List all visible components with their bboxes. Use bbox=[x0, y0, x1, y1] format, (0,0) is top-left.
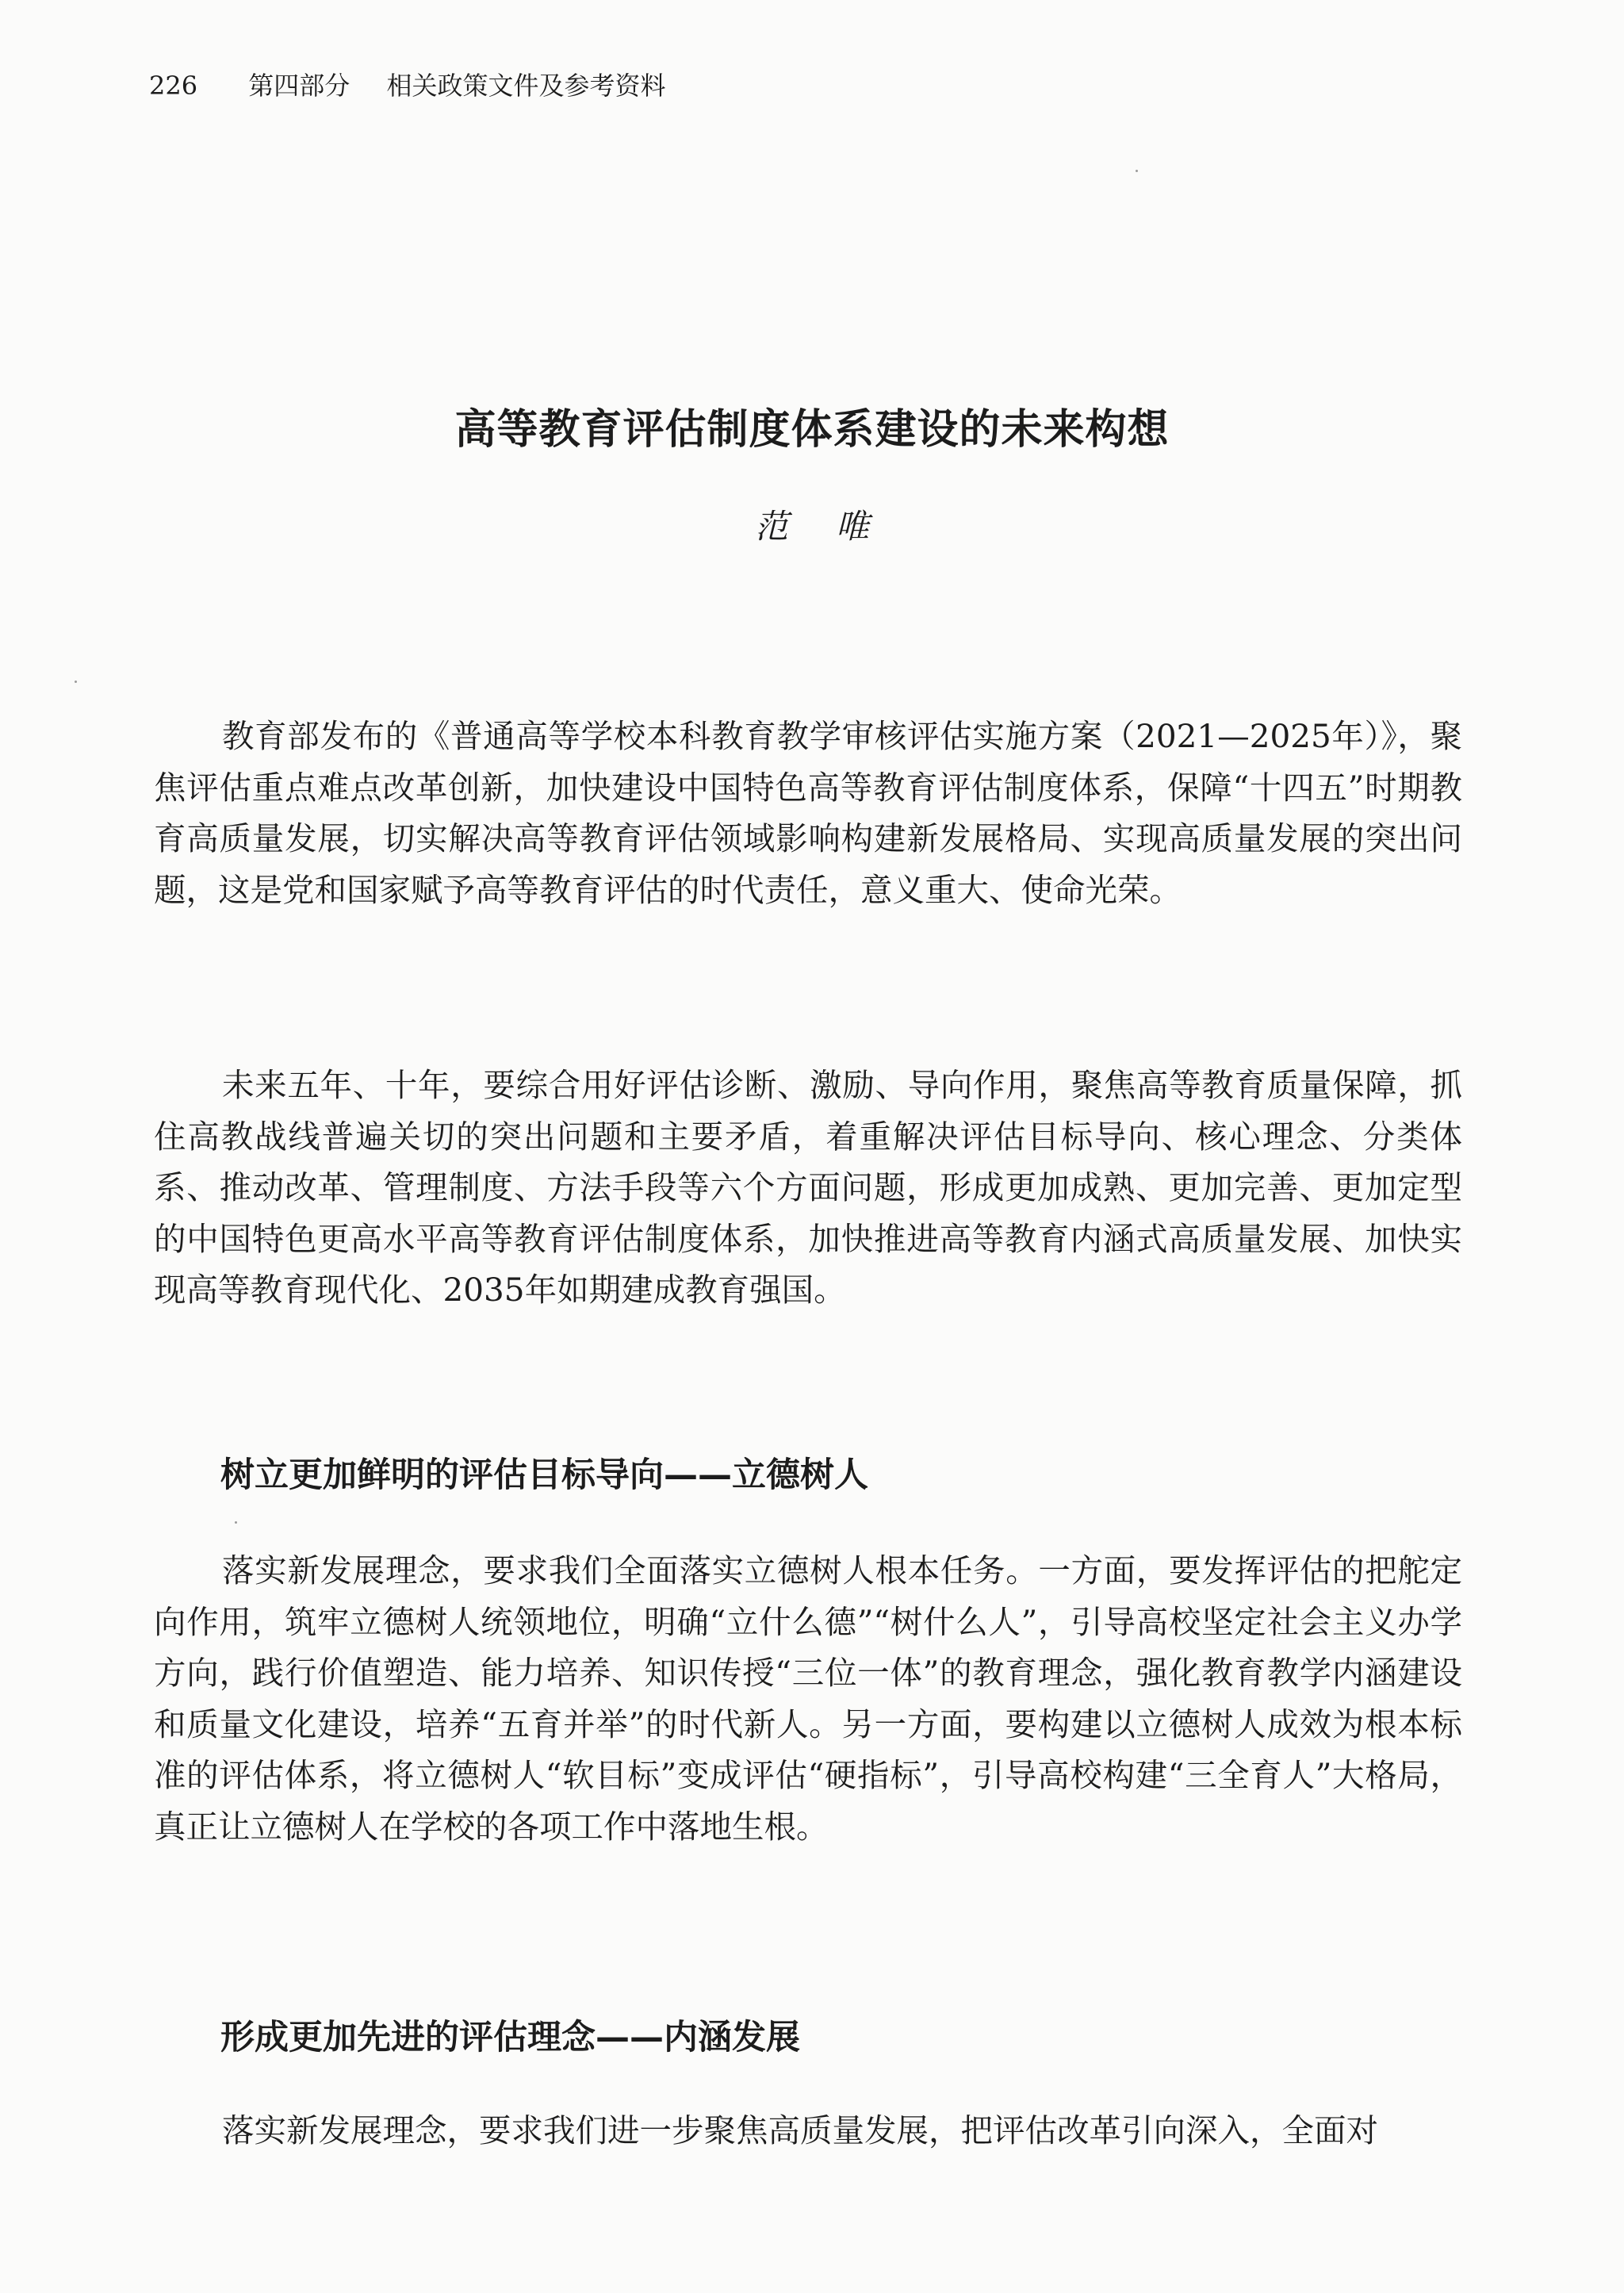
scan-speck bbox=[1136, 170, 1138, 172]
section-title: 相关政策文件及参考资料 bbox=[386, 71, 666, 101]
section-2-paragraph: 落实新发展理念，要求我们进一步聚焦高质量发展，把评估改革引向深入，全面对 bbox=[222, 2111, 1378, 2149]
intro-paragraph-1: 教育部发布的《普通高等学校本科教育教学审核评估实施方案（2021—2025年）》，聚焦评估重点难点改革创新，加快建设中国特色高等教育评估制度体系，保障“十四五”时期教育高质量发展，切实解决高等教育评估领域影响构建新发展格局、实现高质量发展的突出问题，这是党和国家赋予高等教育评估的时代责任，意义重大、使命光荣。 bbox=[154, 717, 1462, 909]
intro-paragraph-2: 未来五年、十年，要综合用好评估诊断、激励、导向作用，聚焦高等教育质量保障，抓住高教战线普遍关切的突出问题和主要矛盾，着重解决评估目标导向、核心理念、分类体系、推动改革、管理制度、方法手段等六个方面问题，形成更加成熟、更加完善、更加定型的中国特色更高水平高等教育评估制度体系，加快推进高等教育内涵式高质量发展、加快实现高等教育现代化、2035年如期建成教育强国。 bbox=[154, 1066, 1462, 1309]
running-header bbox=[149, 70, 665, 102]
page-number: 226 bbox=[149, 71, 198, 101]
scan-speck bbox=[75, 681, 77, 683]
scan-speck bbox=[235, 1521, 237, 1524]
article-author: 范唯 bbox=[754, 507, 917, 546]
section-heading-1: 树立更加鲜明的评估目标导向——立德树人 bbox=[220, 1455, 868, 1495]
section-1-paragraph: 落实新发展理念，要求我们全面落实立德树人根本任务。一方面，要发挥评估的把舵定向作用，筑牢立德树人统领地位，明确“立什么德”“树什么人”，引导高校坚定社会主义办学方向，践行价值塑造、能力培养、知识传授“三位一体”的教育理念，强化教育教学内涵建设和质量文化建设，培养“五育并举”的时代新人。另一方面，要构建以立德树人成效为根本标准的评估体系，将立德树人“软目标”变成评估“硬指标”，引导高校构建“三全育人”大格局，真正让立德树人在学校的各项工作中落地生根。 bbox=[154, 1551, 1462, 1846]
article-title: 高等教育评估制度体系建设的未来构想 bbox=[454, 406, 1170, 454]
section-heading-2: 形成更加先进的评估理念——内涵发展 bbox=[220, 2018, 800, 2057]
section-part: 第四部分 bbox=[248, 71, 350, 101]
